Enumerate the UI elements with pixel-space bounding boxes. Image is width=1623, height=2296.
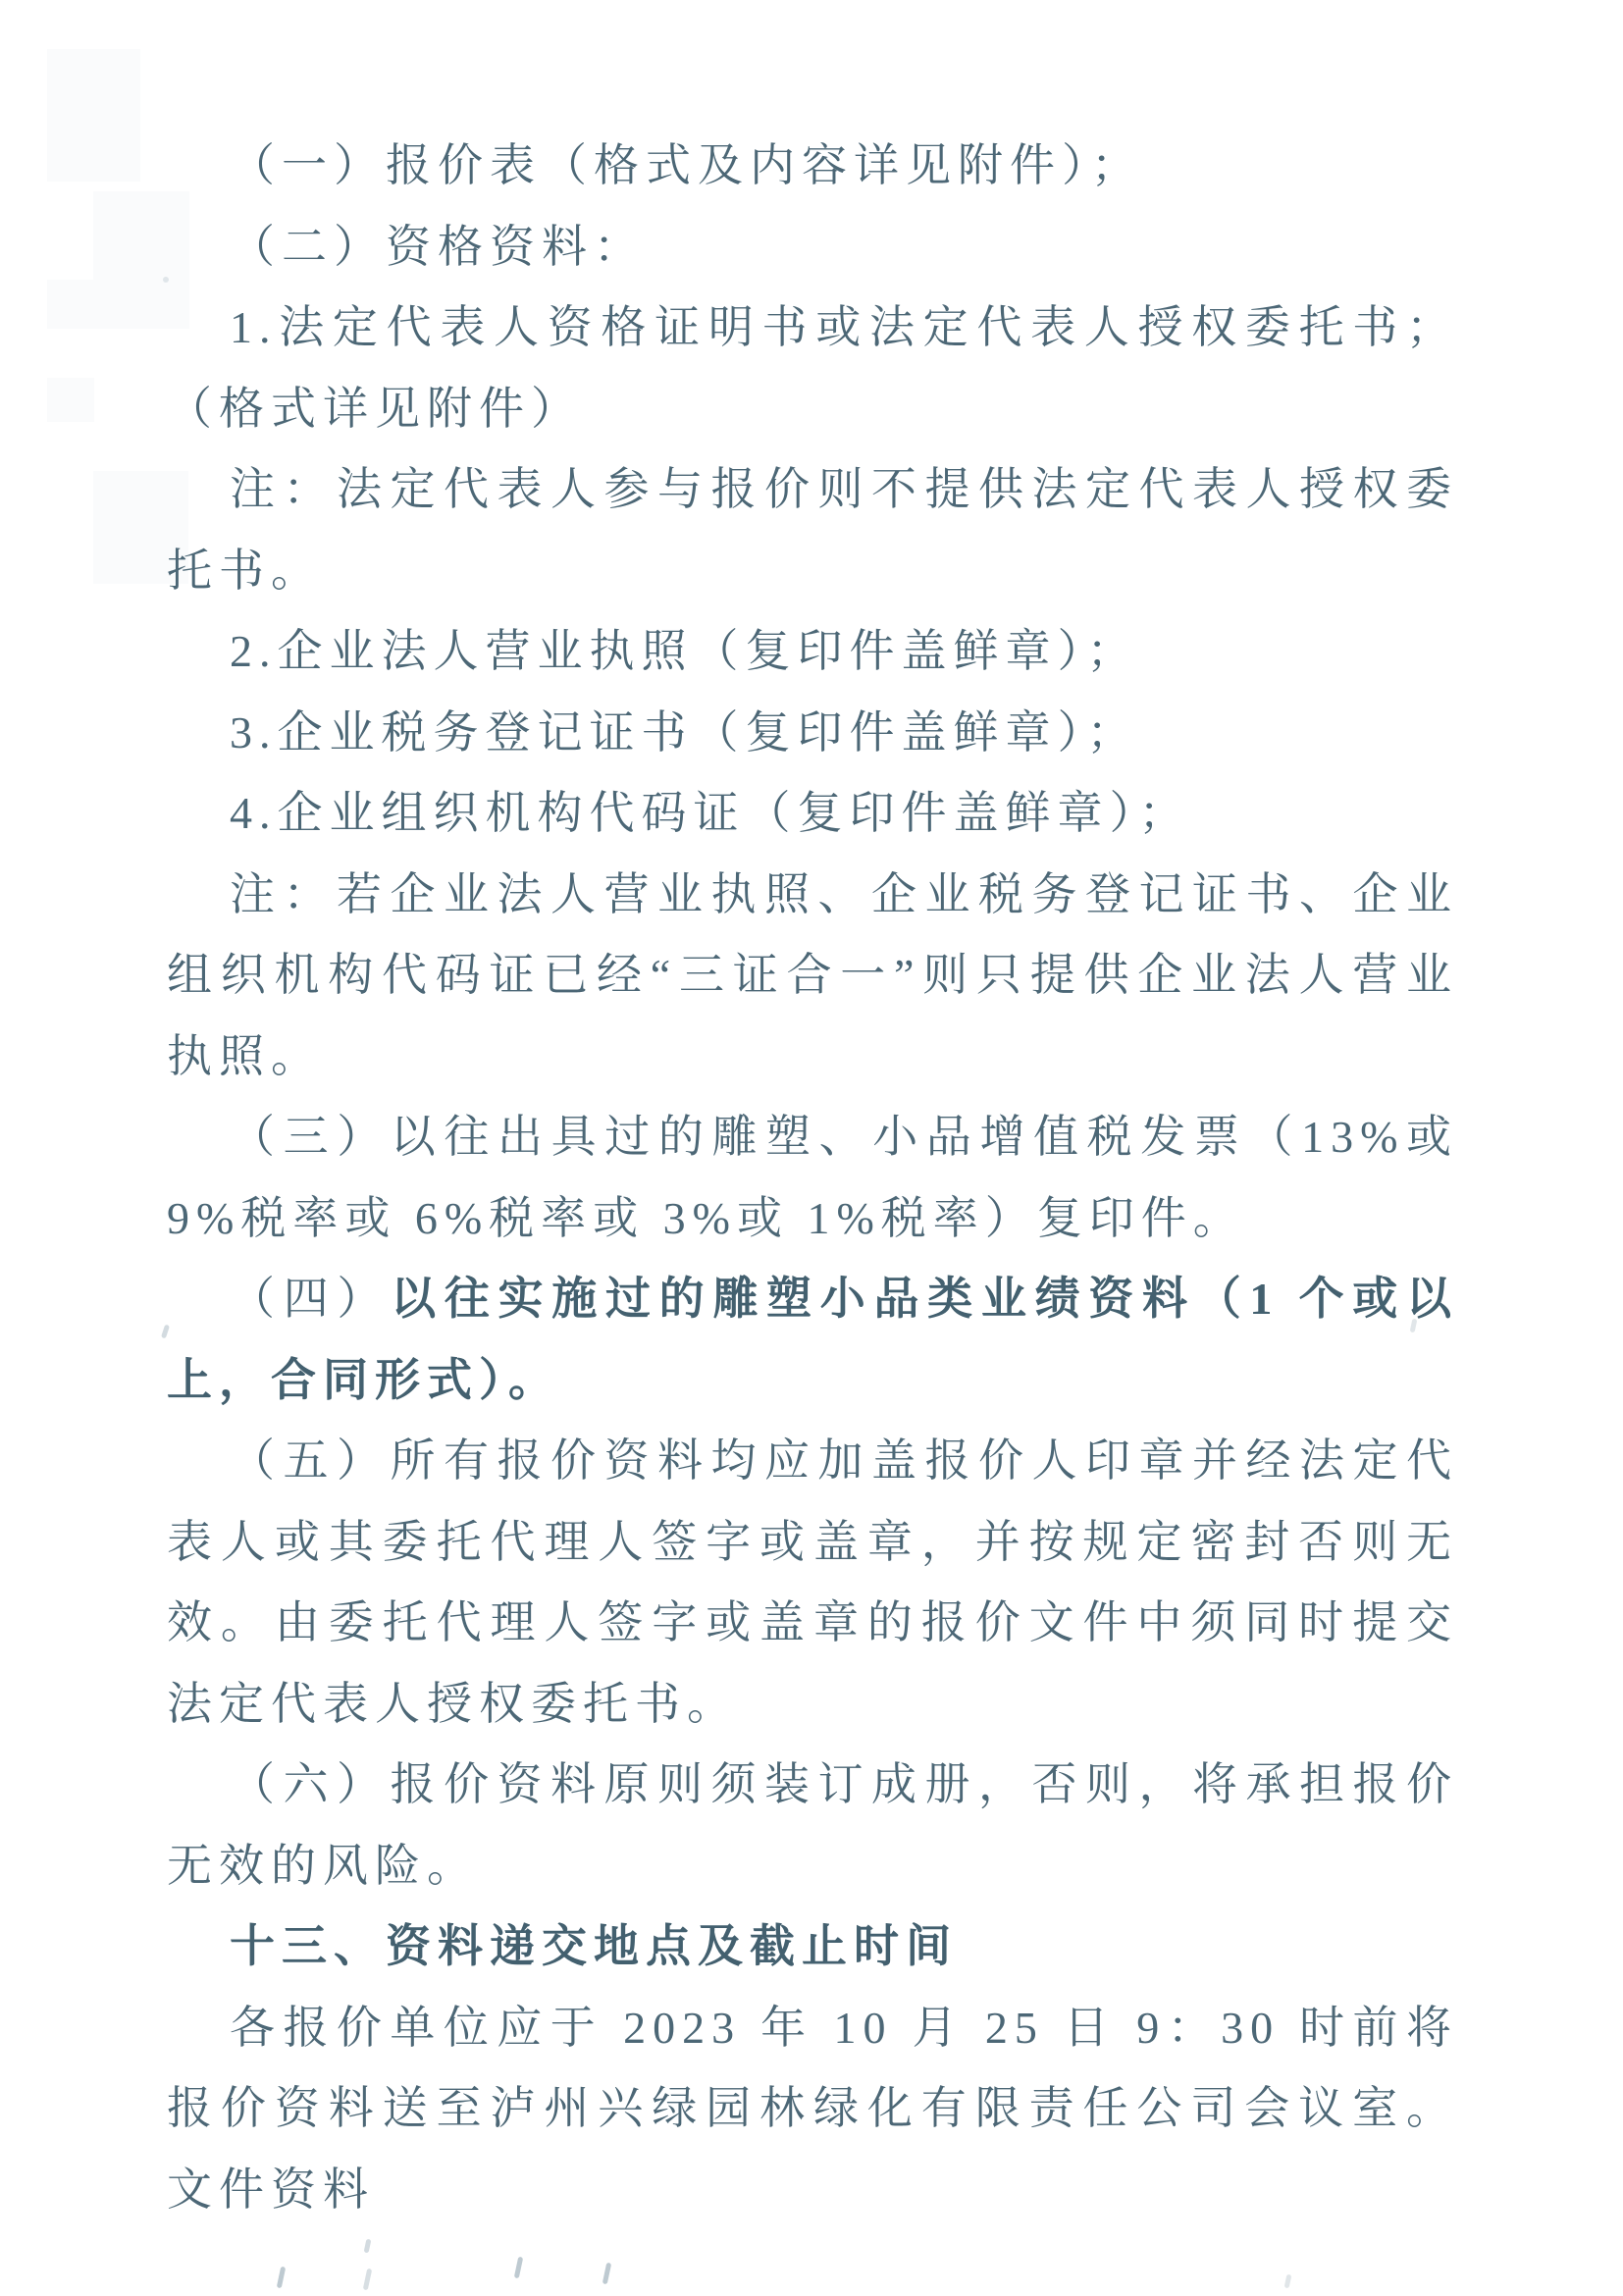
para-org-code-certificate: 4.企业组织机构代码证（复印件盖鲜章）；	[230, 788, 1191, 838]
para-item-5-sealing-rules: （五）所有报价资料均应加盖报价人印章并经法定代表人或其委托代理人签字或盖章，并按规定密封否则无效。由委托代理人签字或盖章的报价文件中须同时提交法定代表人授权委托书。	[167, 1435, 1458, 1729]
para-item-6-binding: （六）报价资料原则须装订成册，否则，将承担报价无效的风险。	[167, 1759, 1458, 1891]
para-note-three-in-one: 注：若企业法人营业执照、企业税务登记证书、企业组织机构代码证已经“三证合一”则只提供企业法人营业执照。	[167, 868, 1458, 1081]
para-item-1-quotation-form: （一）报价表（格式及内容详见附件）；	[230, 140, 1143, 190]
scan-smudge	[47, 280, 140, 329]
scan-speck	[363, 2269, 372, 2291]
scan-speck	[514, 2257, 523, 2279]
scan-speck	[1284, 2274, 1292, 2289]
para-item-2-qualification: （二）资格资料：	[230, 221, 646, 272]
scan-speck	[277, 2267, 286, 2289]
document-body	[167, 126, 1458, 2230]
scan-speck	[364, 2239, 372, 2254]
scan-speck	[602, 2263, 611, 2285]
para-item-4-past-performance: （四）以往实施过的雕塑小品类业绩资料（1 个或以上，合同形式）。	[167, 1274, 1459, 1405]
section-heading-13-submission: 十三、资料递交地点及截止时间	[230, 1921, 958, 1971]
scan-smudge	[47, 378, 94, 422]
para-tax-registration: 3.企业税务登记证书（复印件盖鲜章）；	[230, 706, 1139, 757]
para-note-legal-rep: 注：法定代表人参与报价则不提供法定代表人授权委托书。	[167, 464, 1458, 596]
scan-smudge	[47, 49, 140, 182]
scan-speck	[163, 277, 169, 283]
para-business-license: 2.企业法人营业执照（复印件盖鲜章）；	[230, 626, 1139, 676]
para-item-3-vat-invoices: （三）以往出具过的雕塑、小品增值税发票（13%或 9%税率或 6%税率或 3%或 1%税率）复印件。	[167, 1112, 1458, 1243]
para-submission-deadline: 各报价单位应于 2023 年 10 月 25 日 9：30 时前将报价资料送至泸州兴绿园林绿化有限责任公司会议室。文件资料	[167, 2002, 1458, 2215]
para-legal-rep-certificate: 1.法定代表人资格证明书或法定代表人授权委托书；（格式详见附件）	[167, 302, 1458, 434]
